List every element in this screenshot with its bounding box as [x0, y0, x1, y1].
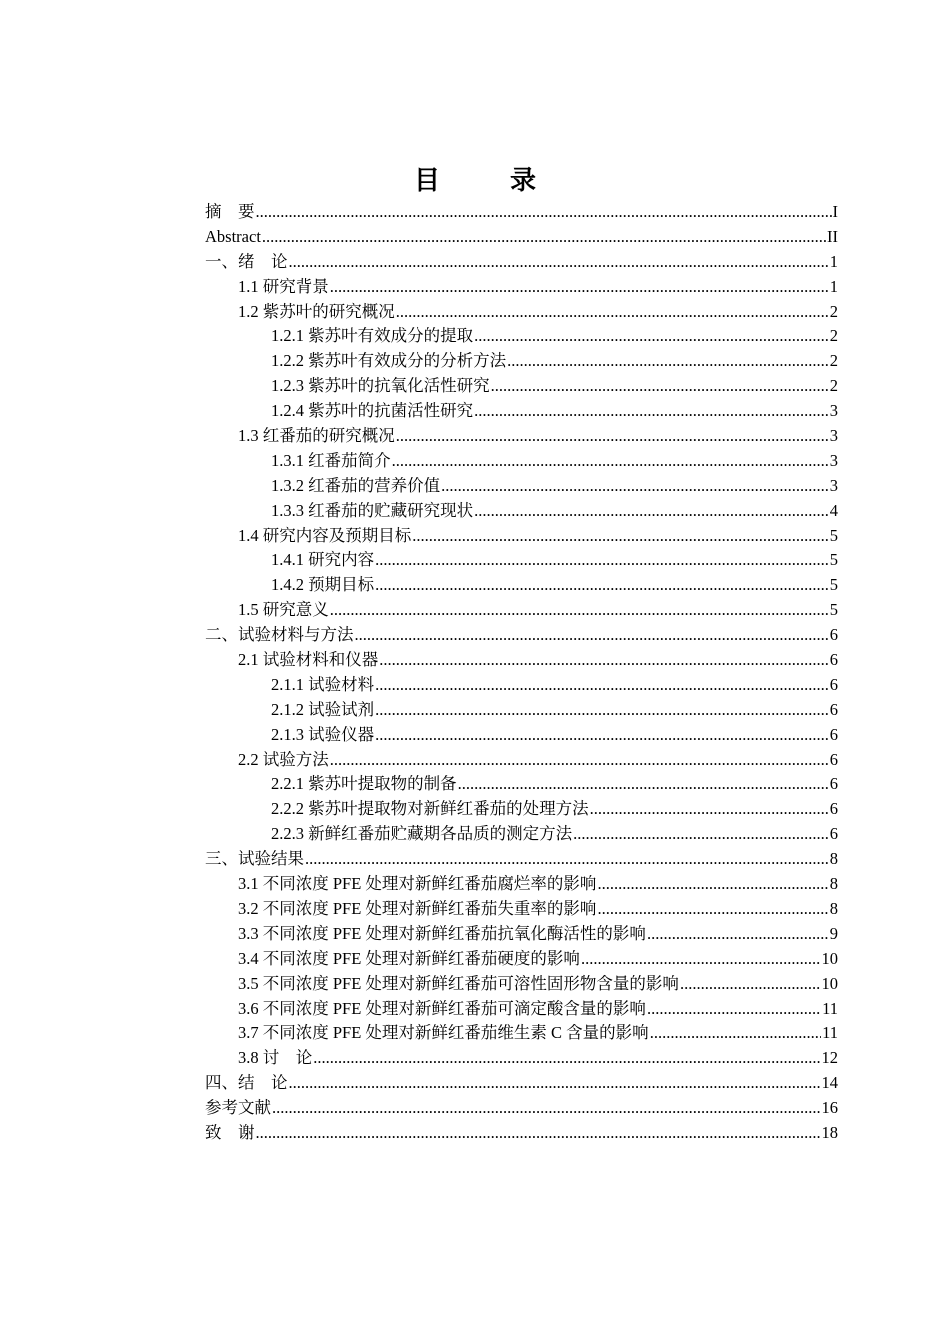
toc-entry-page-number: 10: [821, 973, 838, 993]
toc-entry-page-number: 16: [821, 1098, 838, 1118]
toc-entry[interactable]: [205, 474, 838, 499]
dot-leader: [355, 623, 829, 648]
dot-leader: [375, 698, 829, 723]
toc-entry[interactable]: [205, 822, 838, 847]
toc-entry-page-number: 11: [822, 998, 838, 1018]
toc-entry-label: 1.1 研究背景: [238, 276, 329, 296]
toc-entry-page-number: 6: [829, 749, 838, 769]
dot-leader: [647, 922, 829, 947]
toc-entry-page-number: 6: [829, 799, 838, 819]
dot-leader: [375, 723, 829, 748]
dot-leader: [647, 997, 821, 1022]
dot-leader: [474, 324, 829, 349]
dot-leader: [441, 474, 829, 499]
toc-entry[interactable]: [205, 424, 838, 449]
toc-entry-label: 一、绪 论: [205, 251, 288, 271]
toc-entry[interactable]: [205, 623, 838, 648]
dot-leader: [590, 797, 829, 822]
toc-entry-page-number: 6: [829, 625, 838, 645]
toc-entry-page-number: 5: [829, 550, 838, 570]
toc-entry-label: 1.4.1 研究内容: [271, 550, 375, 570]
toc-entry-label: 2.1 试验材料和仪器: [238, 650, 379, 670]
toc-entry-page-number: 5: [829, 600, 838, 620]
toc-entry[interactable]: [205, 698, 838, 723]
dot-leader: [650, 1021, 821, 1046]
toc-entry[interactable]: [205, 673, 838, 698]
toc-entry-label: 3.1 不同浓度 PFE 处理对新鲜红番茄腐烂率的影响: [238, 874, 597, 894]
toc-entry[interactable]: [205, 300, 838, 325]
toc-entry[interactable]: [205, 200, 838, 225]
toc-entry[interactable]: [205, 1121, 838, 1146]
toc-entry-label: 2.1.2 试验试剂: [271, 699, 375, 719]
toc-entry[interactable]: [205, 225, 838, 250]
toc-entry[interactable]: [205, 250, 838, 275]
toc-entry-label: 1.4 研究内容及预期目标: [238, 525, 412, 545]
toc-entry[interactable]: [205, 748, 838, 773]
toc-entry-page-number: 2: [829, 351, 838, 371]
toc-entry[interactable]: [205, 872, 838, 897]
toc-entry-page-number: 8: [829, 898, 838, 918]
toc-entry-page-number: 6: [829, 674, 838, 694]
dot-leader: [330, 748, 829, 773]
dot-leader: [313, 1046, 820, 1071]
toc-entry-page-number: 6: [829, 699, 838, 719]
toc-entry-page-number: 3: [829, 450, 838, 470]
toc-entry-label: 1.3.1 红番茄简介: [271, 450, 391, 470]
toc-entry-label: 2.2.2 紫苏叶提取物对新鲜红番茄的处理方法: [271, 799, 589, 819]
dot-leader: [262, 225, 826, 250]
dot-leader: [396, 300, 829, 325]
toc-entry-label: 四、结 论: [205, 1073, 288, 1093]
toc-entry[interactable]: [205, 499, 838, 524]
toc-entry[interactable]: [205, 399, 838, 424]
toc-entry[interactable]: [205, 548, 838, 573]
toc-entry-label: 2.1.3 试验仪器: [271, 724, 375, 744]
toc-entry[interactable]: [205, 972, 838, 997]
toc-title: 目 录: [413, 166, 558, 196]
toc-entry[interactable]: [205, 1021, 838, 1046]
toc-entry[interactable]: [205, 598, 838, 623]
toc-entry[interactable]: [205, 772, 838, 797]
dot-leader: [396, 424, 829, 449]
dot-leader: [375, 548, 829, 573]
toc-entry-label: 1.5 研究意义: [238, 600, 329, 620]
toc-entry[interactable]: [205, 723, 838, 748]
dot-leader: [491, 374, 829, 399]
toc-entry-page-number: 3: [829, 475, 838, 495]
toc-entry-page-number: 6: [829, 724, 838, 744]
toc-entry-page-number: 6: [829, 650, 838, 670]
toc-entry-page-number: 6: [829, 774, 838, 794]
toc-entry-label: 2.2.1 紫苏叶提取物的制备: [271, 774, 457, 794]
toc-entry[interactable]: [205, 1071, 838, 1096]
toc-entry-label: 致 谢: [205, 1122, 255, 1142]
toc-entry-label: Abstract: [205, 226, 261, 246]
toc-entry-label: 参考文献: [205, 1098, 271, 1118]
toc-entry-label: 2.2.3 新鲜红番茄贮藏期各品质的测定方法: [271, 824, 573, 844]
toc-entry-label: 二、试验材料与方法: [205, 625, 354, 645]
dot-leader: [507, 349, 829, 374]
dot-leader: [330, 598, 829, 623]
toc-entry[interactable]: [205, 275, 838, 300]
toc-entry-page-number: 3: [829, 401, 838, 421]
toc-entry-label: 摘 要: [205, 202, 255, 221]
toc-entry-label: 三、试验结果: [205, 849, 304, 869]
toc-entry-page-number: II: [827, 226, 838, 246]
toc-entry[interactable]: [205, 847, 838, 872]
toc-entry-page-number: 11: [822, 1023, 838, 1043]
toc-entry-page-number: 2: [829, 326, 838, 346]
toc-entry-label: 1.3.2 红番茄的营养价值: [271, 475, 441, 495]
toc-entry-page-number: 1: [829, 251, 838, 271]
toc-entry[interactable]: [205, 922, 838, 947]
toc-entry-label: 1.2.2 紫苏叶有效成分的分析方法: [271, 351, 507, 371]
toc-entry-label: 3.3 不同浓度 PFE 处理对新鲜红番茄抗氧化酶活性的影响: [238, 923, 646, 943]
toc-entry-label: 1.2.1 紫苏叶有效成分的提取: [271, 326, 474, 346]
toc-entry-label: 1.4.2 预期目标: [271, 575, 375, 595]
dot-leader: [573, 822, 829, 847]
dot-leader: [379, 648, 829, 673]
toc-entry-page-number: 1: [829, 276, 838, 296]
dot-leader: [305, 847, 829, 872]
dot-leader: [474, 499, 829, 524]
toc-entry-label: 3.5 不同浓度 PFE 处理对新鲜红番茄可溶性固形物含量的影响: [238, 973, 679, 993]
toc-entry-label: 2.1.1 试验材料: [271, 674, 375, 694]
toc-entry-label: 1.2.4 紫苏叶的抗菌活性研究: [271, 401, 474, 421]
toc-entry-page-number: 2: [829, 301, 838, 321]
dot-leader: [597, 897, 828, 922]
toc-entry[interactable]: [205, 573, 838, 598]
toc-entry-label: 3.2 不同浓度 PFE 处理对新鲜红番茄失重率的影响: [238, 898, 597, 918]
dot-leader: [458, 772, 829, 797]
toc-entry[interactable]: [205, 897, 838, 922]
toc-entry-page-number: 12: [821, 1048, 838, 1068]
dot-leader: [289, 1071, 821, 1096]
dot-leader: [256, 200, 832, 225]
dot-leader: [272, 1096, 821, 1121]
toc-entry[interactable]: [205, 349, 838, 374]
toc-entry-page-number: 8: [829, 849, 838, 869]
dot-leader: [474, 399, 829, 424]
toc-entry-page-number: 14: [821, 1073, 838, 1093]
toc-entry-label: 3.4 不同浓度 PFE 处理对新鲜红番茄硬度的影响: [238, 948, 580, 968]
toc-entry-page-number: I: [832, 202, 838, 221]
toc-entry-page-number: 6: [829, 824, 838, 844]
toc-entry[interactable]: [205, 648, 838, 673]
table-of-contents: [205, 200, 838, 1146]
toc-entry[interactable]: [205, 997, 838, 1022]
toc-entry-label: 1.2 紫苏叶的研究概况: [238, 301, 395, 321]
toc-entry[interactable]: [205, 449, 838, 474]
toc-entry[interactable]: [205, 947, 838, 972]
toc-entry-page-number: 10: [821, 948, 838, 968]
toc-entry[interactable]: [205, 374, 838, 399]
toc-entry-label: 2.2 试验方法: [238, 749, 329, 769]
toc-entry-page-number: 4: [829, 500, 838, 520]
dot-leader: [330, 275, 829, 300]
toc-entry-label: 3.8 讨 论: [238, 1048, 313, 1068]
toc-entry[interactable]: [205, 324, 838, 349]
dot-leader: [392, 449, 829, 474]
dot-leader: [680, 972, 821, 997]
toc-entry-page-number: 5: [829, 575, 838, 595]
dot-leader: [597, 872, 828, 897]
dot-leader: [375, 573, 829, 598]
toc-entry-page-number: 2: [829, 376, 838, 396]
toc-entry-page-number: 18: [821, 1122, 838, 1142]
dot-leader: [289, 250, 829, 275]
dot-leader: [581, 947, 821, 972]
toc-entry-page-number: 3: [829, 426, 838, 446]
toc-entry-label: 1.2.3 紫苏叶的抗氧化活性研究: [271, 376, 490, 396]
toc-entry[interactable]: [205, 1096, 838, 1121]
dot-leader: [375, 673, 829, 698]
toc-entry[interactable]: [205, 1046, 838, 1071]
toc-entry-label: 1.3 红番茄的研究概况: [238, 426, 395, 446]
toc-entry-label: 1.3.3 红番茄的贮藏研究现状: [271, 500, 474, 520]
dot-leader: [256, 1121, 821, 1146]
toc-entry[interactable]: [205, 524, 838, 549]
dot-leader: [412, 524, 829, 549]
toc-entry-page-number: 5: [829, 525, 838, 545]
toc-entry-label: 3.6 不同浓度 PFE 处理对新鲜红番茄可滴定酸含量的影响: [238, 998, 646, 1018]
toc-entry[interactable]: [205, 797, 838, 822]
toc-entry-page-number: 9: [829, 923, 838, 943]
toc-entry-page-number: 8: [829, 874, 838, 894]
toc-entry-label: 3.7 不同浓度 PFE 处理对新鲜红番茄维生素 C 含量的影响: [238, 1023, 649, 1043]
